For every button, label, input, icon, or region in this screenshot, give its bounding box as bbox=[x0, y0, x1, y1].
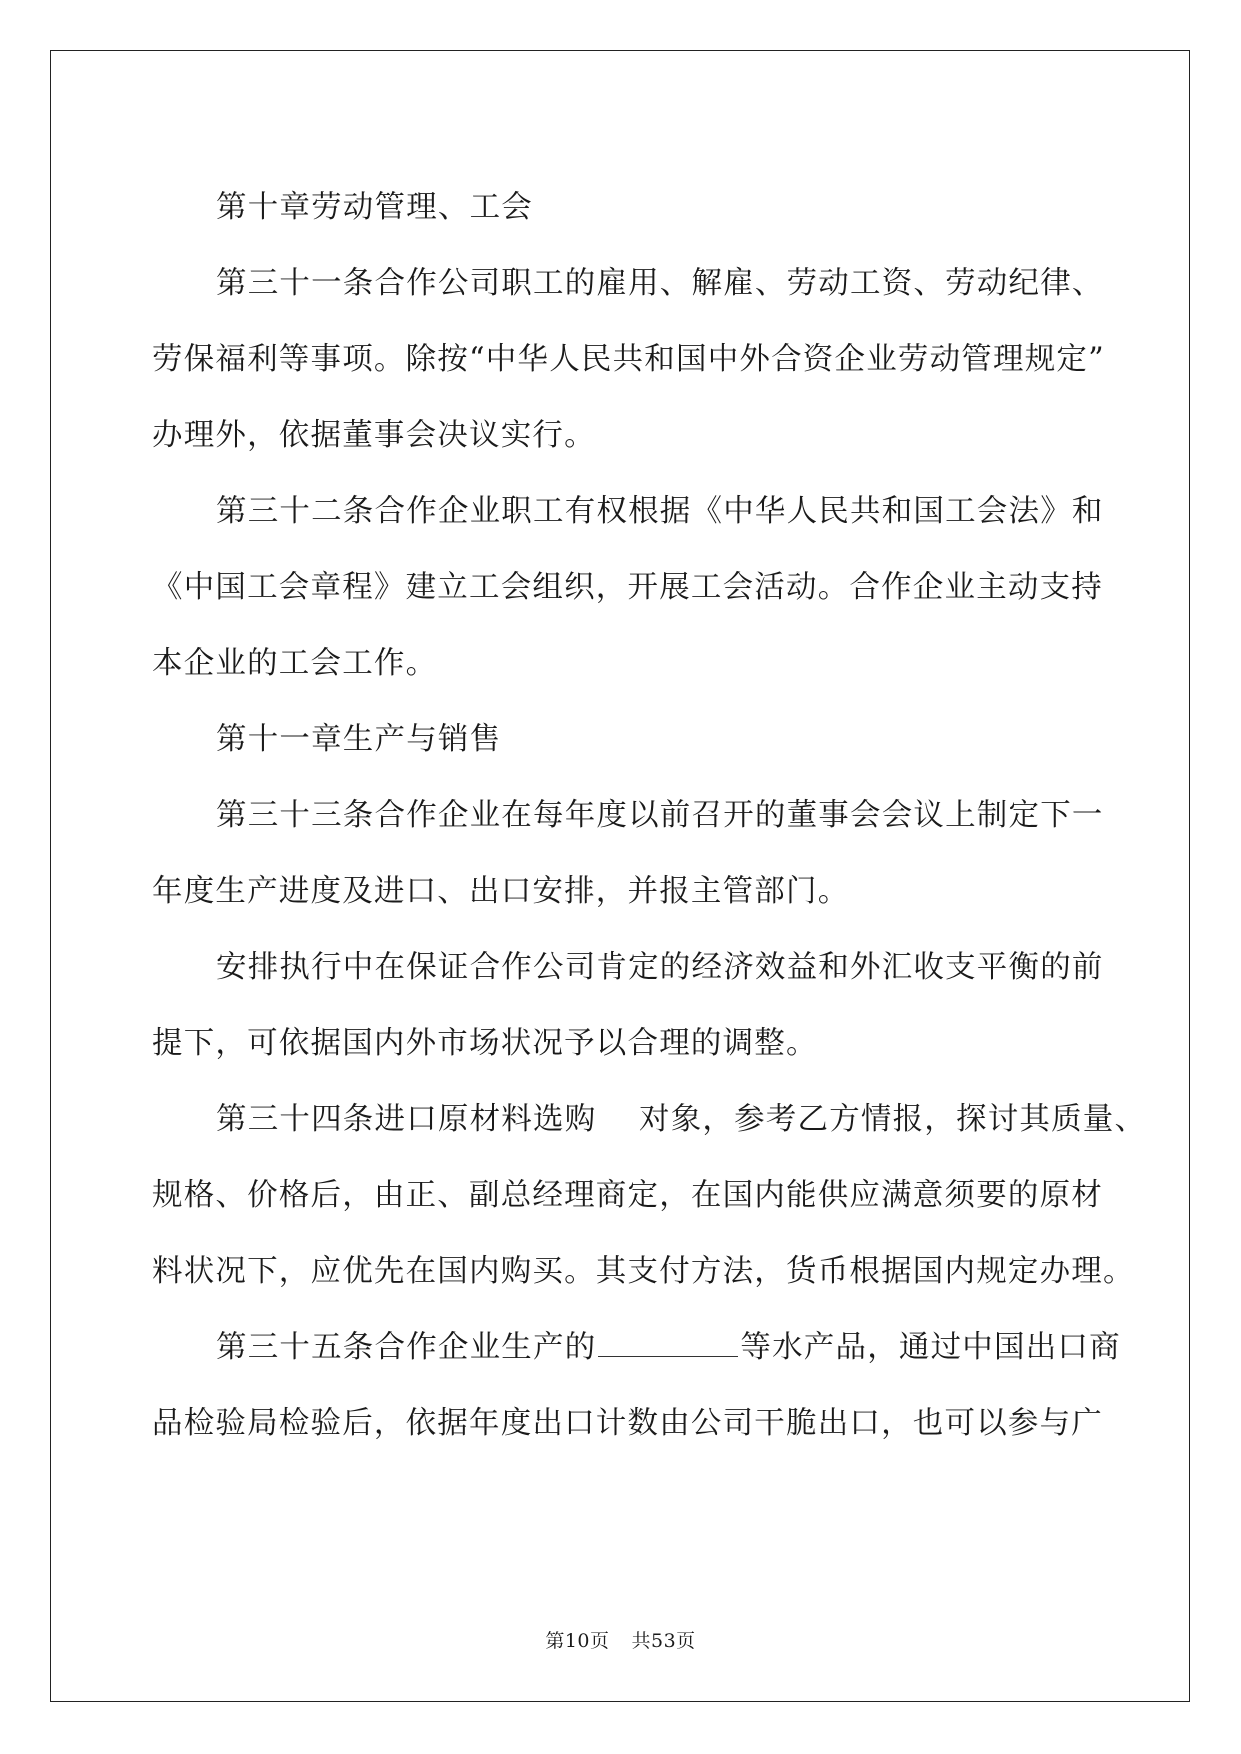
document-body bbox=[152, 170, 1147, 1462]
paragraph-line: 第三十四条进口原材料选购 对象，参考乙方情报，探讨其质量、 bbox=[216, 1102, 1147, 1137]
paragraph-line-with-blank bbox=[152, 1310, 1121, 1386]
paragraph-line: 办理外，依据董事会决议实行。 bbox=[152, 418, 596, 453]
paragraph-line: 年度生产进度及进口、出口安排，并报主管部门。 bbox=[152, 874, 850, 909]
paragraph-line: 《中国工会章程》建立工会组织，开展工会活动。合作企业主动支持 bbox=[152, 570, 1103, 605]
text-after-blank: 等水产品，通过中国出口商 bbox=[740, 1330, 1121, 1365]
paragraph-line: 劳保福利等事项。除按“中华人民共和国中外合资企业劳动管理规定” bbox=[152, 342, 1105, 377]
page-number: 第10页 bbox=[545, 1630, 610, 1652]
paragraph-line: 规格、价格后，由正、副总经理商定，在国内能供应满意须要的原材 bbox=[152, 1178, 1103, 1213]
paragraph-line: 品检验局检验后，依据年度出口计数由公司干脆出口，也可以参与广 bbox=[152, 1406, 1103, 1441]
fill-in-blank bbox=[598, 1326, 738, 1357]
paragraph-line: 料状况下，应优先在国内购买。其支付方法，货币根据国内规定办理。 bbox=[152, 1254, 1135, 1289]
paragraph-line: 安排执行中在保证合作公司肯定的经济效益和外汇收支平衡的前 bbox=[216, 950, 1104, 985]
text-before-blank: 第三十五条合作企业生产的 bbox=[216, 1330, 597, 1365]
page-total: 共53页 bbox=[631, 1630, 696, 1652]
page-footer bbox=[0, 1626, 1241, 1653]
chapter-heading-11: 第十一章生产与销售 bbox=[216, 722, 502, 757]
paragraph-line: 第三十三条合作企业在每年度以前召开的董事会会议上制定下一 bbox=[216, 798, 1104, 833]
paragraph-line: 第三十二条合作企业职工有权根据《中华人民共和国工会法》和 bbox=[216, 494, 1104, 529]
chapter-heading-10: 第十章劳动管理、工会 bbox=[216, 190, 533, 225]
paragraph-line: 第三十一条合作公司职工的雇用、解雇、劳动工资、劳动纪律、 bbox=[216, 266, 1104, 301]
paragraph-line: 本企业的工会工作。 bbox=[152, 646, 438, 681]
paragraph-line: 提下，可依据国内外市场状况予以合理的调整。 bbox=[152, 1026, 818, 1061]
